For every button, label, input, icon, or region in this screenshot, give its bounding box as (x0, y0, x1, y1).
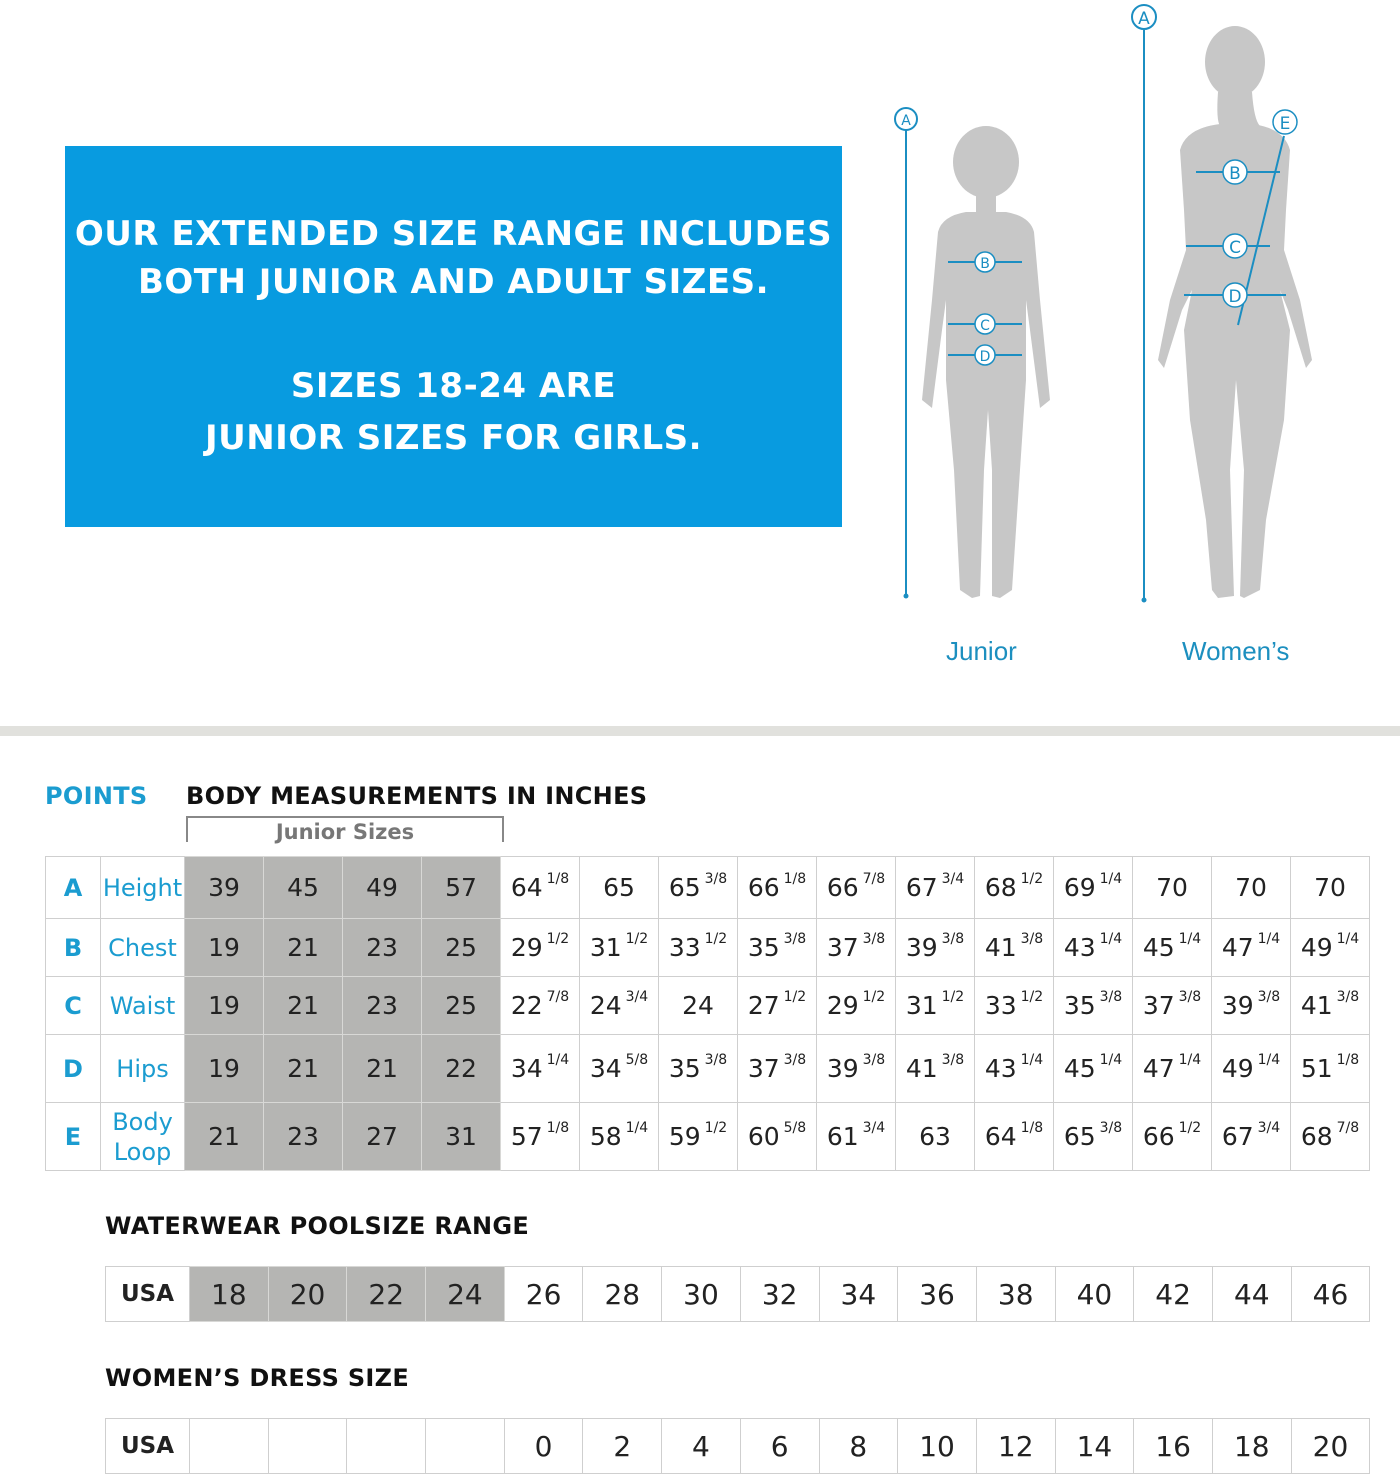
junior-marker-d: D (979, 349, 991, 365)
measurement-value (343, 977, 422, 1035)
dress-size-cell: 0 (504, 1419, 583, 1474)
measurement-whole: 35 (668, 1054, 701, 1083)
poolsize-size-cell: 26 (504, 1267, 583, 1322)
measurement-row (46, 857, 1370, 919)
junior-marker-b: B (980, 256, 990, 272)
measurement-value (659, 857, 738, 919)
measurement-fraction: 7/8 (546, 989, 570, 1005)
measurement-value (185, 1103, 264, 1171)
measurement-whole: 25 (445, 991, 477, 1020)
measurement-whole: 22 (510, 991, 543, 1020)
measurement-whole: 21 (287, 991, 319, 1020)
measurement-value (1133, 919, 1212, 977)
measurement-value (896, 977, 975, 1035)
poolsize-usa-label: USA (106, 1267, 190, 1322)
measurement-value (817, 1103, 896, 1171)
measurement-value (422, 1103, 501, 1171)
measurement-label (101, 1035, 185, 1103)
measurement-whole: 41 (984, 933, 1017, 962)
womens-marker-c: C (1229, 238, 1241, 258)
measurement-whole: 60 (747, 1122, 780, 1151)
measurement-value (264, 1103, 343, 1171)
banner-line-4: JUNIOR SIZES FOR GIRLS. (204, 418, 703, 458)
measurement-value (501, 919, 580, 977)
measurement-whole: 66 (1142, 1122, 1175, 1151)
measurement-whole: 49 (366, 873, 398, 902)
measurement-fraction: 3/8 (1020, 931, 1044, 947)
measurement-row (46, 977, 1370, 1035)
dress-size-cell (268, 1419, 347, 1474)
measurement-fraction: 3/8 (1336, 989, 1360, 1005)
dress-size-cell: 14 (1055, 1419, 1134, 1474)
measurement-label (101, 919, 185, 977)
poolsize-table (105, 1266, 1370, 1322)
measurement-value (659, 977, 738, 1035)
point-letter: E (46, 1103, 101, 1171)
measurement-whole: 39 (826, 1054, 859, 1083)
measurement-whole: 23 (366, 933, 398, 962)
measurement-fraction: 5/8 (783, 1120, 807, 1136)
measurement-value (580, 857, 659, 919)
dress-size-cell: 10 (898, 1419, 977, 1474)
measurement-whole: 31 (589, 933, 622, 962)
womens-marker-e: E (1279, 114, 1291, 134)
poolsize-title: WATERWEAR POOLSIZE RANGE (105, 1212, 530, 1240)
measurement-fraction: 3/8 (783, 931, 807, 947)
measurement-value (738, 857, 817, 919)
measurement-value (501, 1103, 580, 1171)
measurement-whole: 47 (1142, 1054, 1175, 1083)
dress-size-cell: 4 (662, 1419, 741, 1474)
measurement-whole: 19 (208, 1054, 240, 1083)
measurement-value (1212, 1103, 1291, 1171)
measurement-fraction: 1/2 (862, 989, 886, 1005)
measurement-fraction: 1/8 (1336, 1052, 1360, 1068)
measurement-whole: 19 (208, 933, 240, 962)
measurement-value (896, 857, 975, 919)
measurement-whole: 29 (510, 933, 543, 962)
measurement-value (1212, 977, 1291, 1035)
measurement-fraction: 1/2 (1020, 989, 1044, 1005)
measurement-whole: 64 (984, 1122, 1017, 1151)
measurement-value (1054, 1035, 1133, 1103)
measurement-fraction: 3/8 (704, 871, 728, 887)
measurement-value (185, 919, 264, 977)
points-title: POINTS (45, 782, 148, 810)
womens-marker-d: D (1228, 287, 1242, 307)
measurement-value (1291, 919, 1370, 977)
measurement-whole: 33 (668, 933, 701, 962)
measurement-fraction: 1/2 (1178, 1120, 1202, 1136)
measurement-whole: 41 (1300, 991, 1333, 1020)
junior-sizes-label: Junior Sizes (275, 820, 415, 844)
measurement-fraction: 3/8 (704, 1052, 728, 1068)
measurement-fraction: 3/8 (941, 931, 965, 947)
measurement-value (738, 1035, 817, 1103)
measurement-whole: 64 (510, 873, 543, 902)
poolsize-size-cell: 22 (347, 1267, 426, 1322)
measurement-fraction: 3/8 (862, 1052, 886, 1068)
measurement-value (422, 1035, 501, 1103)
measurement-row (46, 1035, 1370, 1103)
poolsize-size-cell: 20 (268, 1267, 347, 1322)
measurement-fraction: 1/2 (704, 1120, 728, 1136)
measurement-fraction: 1/2 (783, 989, 807, 1005)
measurement-value (659, 1103, 738, 1171)
measurement-value (343, 1103, 422, 1171)
measurement-label-line: Loop (113, 1137, 172, 1166)
measurement-value (422, 857, 501, 919)
measurement-whole: 39 (1221, 991, 1254, 1020)
measurement-whole: 27 (366, 1122, 398, 1151)
measurement-fraction: 3/4 (941, 871, 965, 887)
measurement-whole: 45 (1063, 1054, 1096, 1083)
measurement-value (817, 1035, 896, 1103)
poolsize-size-cell: 38 (976, 1267, 1055, 1322)
measurement-fraction: 1/4 (1336, 931, 1360, 947)
measurement-value (1291, 857, 1370, 919)
measurement-fraction: 1/8 (546, 871, 570, 887)
measurement-value (580, 1035, 659, 1103)
measurement-label-line: Height (102, 873, 183, 902)
measurement-whole: 70 (1156, 873, 1188, 902)
measurement-label-line: Body (112, 1107, 173, 1136)
measurement-fraction: 1/4 (1099, 931, 1123, 947)
poolsize-size-cell: 30 (662, 1267, 741, 1322)
measurement-value (1291, 977, 1370, 1035)
dress-size-cell: 12 (976, 1419, 1055, 1474)
poolsize-size-cell: 44 (1212, 1267, 1291, 1322)
dress-size-title: WOMEN’S DRESS SIZE (105, 1364, 410, 1392)
measurement-value (1133, 1103, 1212, 1171)
measurement-value (185, 977, 264, 1035)
measurement-fraction: 3/8 (862, 931, 886, 947)
measurement-whole: 23 (287, 1122, 319, 1151)
measurement-value (1054, 857, 1133, 919)
womens-label: Women’s (1182, 636, 1290, 666)
measurement-fraction: 1/2 (704, 931, 728, 947)
measurement-fraction: 1/4 (625, 1120, 649, 1136)
measurement-whole: 57 (445, 873, 477, 902)
measurement-fraction: 3/4 (625, 989, 649, 1005)
point-letter: B (46, 919, 101, 977)
measurement-whole: 43 (984, 1054, 1017, 1083)
measurement-whole: 69 (1063, 873, 1096, 902)
measurement-whole: 37 (826, 933, 859, 962)
measurement-value (1054, 1103, 1133, 1171)
body-measurements-table (45, 856, 1370, 1171)
measurement-value (580, 919, 659, 977)
junior-label: Junior (946, 636, 1017, 666)
banner-line-1: OUR EXTENDED SIZE RANGE INCLUDES (74, 214, 833, 254)
banner-line-2: BOTH JUNIOR AND ADULT SIZES. (137, 262, 770, 302)
measurement-value (738, 919, 817, 977)
measurement-row (46, 1103, 1370, 1171)
info-banner (65, 146, 842, 527)
poolsize-size-cell: 42 (1134, 1267, 1213, 1322)
dress-size-cell (347, 1419, 426, 1474)
poolsize-size-cell: 32 (740, 1267, 819, 1322)
dress-size-cell (190, 1419, 269, 1474)
dress-size-cell: 8 (819, 1419, 898, 1474)
measurement-fraction: 3/8 (1099, 989, 1123, 1005)
measurement-value (1212, 1035, 1291, 1103)
measurement-value (1212, 919, 1291, 977)
measurement-value (975, 1035, 1054, 1103)
measurement-whole: 21 (287, 1054, 319, 1083)
measurement-value (738, 977, 817, 1035)
measurement-value (896, 919, 975, 977)
poolsize-size-cell: 18 (190, 1267, 269, 1322)
body-figures (880, 0, 1400, 700)
measurement-whole: 23 (366, 991, 398, 1020)
measurement-value (264, 1035, 343, 1103)
measurement-value (975, 857, 1054, 919)
measurement-value (1212, 857, 1291, 919)
measurement-whole: 66 (826, 873, 859, 902)
measurement-fraction: 7/8 (1336, 1120, 1360, 1136)
measurement-fraction: 1/4 (1257, 1052, 1281, 1068)
measurement-whole: 63 (919, 1122, 951, 1151)
measurement-whole: 59 (668, 1122, 701, 1151)
measurement-fraction: 1/4 (1178, 931, 1202, 947)
measurement-whole: 68 (1300, 1122, 1333, 1151)
measurement-fraction: 1/4 (1178, 1052, 1202, 1068)
measurement-fraction: 3/8 (941, 1052, 965, 1068)
measurement-whole: 27 (747, 991, 780, 1020)
measurement-whole: 70 (1314, 873, 1346, 902)
measurement-value (1291, 1103, 1370, 1171)
point-letter: A (46, 857, 101, 919)
measurement-value (501, 857, 580, 919)
measurement-whole: 31 (905, 991, 938, 1020)
measurement-whole: 21 (208, 1122, 240, 1151)
measurement-value (1291, 1035, 1370, 1103)
measurement-whole: 67 (1221, 1122, 1254, 1151)
measurement-fraction: 1/8 (783, 871, 807, 887)
measurement-whole: 45 (1142, 933, 1175, 962)
point-letter: C (46, 977, 101, 1035)
measurement-whole: 39 (208, 873, 240, 902)
measurement-fraction: 7/8 (862, 871, 886, 887)
measurement-label-line: Waist (109, 991, 176, 1020)
measurement-whole: 34 (510, 1054, 543, 1083)
measurement-whole: 33 (984, 991, 1017, 1020)
measurement-fraction: 1/8 (1020, 1120, 1044, 1136)
measurement-whole: 61 (826, 1122, 859, 1151)
measurement-figures-illustration (880, 0, 1400, 700)
measurement-value (185, 1035, 264, 1103)
measurement-whole: 31 (445, 1122, 477, 1151)
measurement-value (580, 1103, 659, 1171)
dress-size-cell (426, 1419, 505, 1474)
measurement-whole: 68 (984, 873, 1017, 902)
measurement-value (264, 919, 343, 977)
measurement-row (46, 919, 1370, 977)
measurement-fraction: 1/8 (546, 1120, 570, 1136)
measurement-value (343, 857, 422, 919)
measurement-whole: 21 (287, 933, 319, 962)
measurement-whole: 65 (1063, 1122, 1096, 1151)
measurement-whole: 47 (1221, 933, 1254, 962)
measurement-value (422, 919, 501, 977)
dress-size-cell: 2 (583, 1419, 662, 1474)
measurement-value (817, 919, 896, 977)
measurement-value (896, 1103, 975, 1171)
measurement-whole: 57 (510, 1122, 543, 1151)
measurement-value (659, 919, 738, 977)
measurement-whole: 51 (1300, 1054, 1333, 1083)
measurement-fraction: 3/8 (1099, 1120, 1123, 1136)
measurement-value (1054, 977, 1133, 1035)
measurement-whole: 24 (682, 991, 714, 1020)
poolsize-size-cell: 46 (1291, 1267, 1370, 1322)
measurement-fraction: 3/4 (1257, 1120, 1281, 1136)
womens-marker-b: B (1229, 164, 1241, 184)
measurement-value (975, 919, 1054, 977)
dress-size-cell: 18 (1212, 1419, 1291, 1474)
measurement-value (659, 1035, 738, 1103)
womens-marker-a: A (1138, 9, 1150, 29)
poolsize-size-cell: 28 (583, 1267, 662, 1322)
measurement-fraction: 3/8 (1257, 989, 1281, 1005)
measurement-fraction: 1/2 (1020, 871, 1044, 887)
measurement-fraction: 3/8 (1178, 989, 1202, 1005)
measurement-whole: 70 (1235, 873, 1267, 902)
measurement-whole: 65 (668, 873, 701, 902)
measurement-value (975, 977, 1054, 1035)
poolsize-size-cell: 36 (898, 1267, 977, 1322)
measurement-value (185, 857, 264, 919)
measurement-whole: 37 (747, 1054, 780, 1083)
measurement-whole: 37 (1142, 991, 1175, 1020)
measurement-whole: 22 (445, 1054, 477, 1083)
measurement-whole: 67 (905, 873, 938, 902)
measurement-value (738, 1103, 817, 1171)
measurement-fraction: 1/4 (1257, 931, 1281, 947)
dress-size-table (105, 1418, 1370, 1474)
measurement-label (101, 857, 185, 919)
measurement-whole: 25 (445, 933, 477, 962)
poolsize-size-cell: 24 (426, 1267, 505, 1322)
point-letter: D (46, 1035, 101, 1103)
measurement-whole: 34 (589, 1054, 622, 1083)
junior-marker-c: C (980, 318, 990, 334)
measurement-whole: 29 (826, 991, 859, 1020)
junior-marker-a: A (901, 113, 911, 129)
dress-size-cell: 20 (1291, 1419, 1370, 1474)
measurement-value (343, 919, 422, 977)
measurement-label (101, 1103, 185, 1171)
measurement-whole: 66 (747, 873, 780, 902)
measurement-fraction: 1/4 (546, 1052, 570, 1068)
measurement-whole: 39 (905, 933, 938, 962)
measurement-value (1133, 977, 1212, 1035)
measurement-value (580, 977, 659, 1035)
measurement-fraction: 1/2 (941, 989, 965, 1005)
measurement-whole: 49 (1300, 933, 1333, 962)
measurement-value (896, 1035, 975, 1103)
measurement-value (1133, 857, 1212, 919)
measurement-whole: 43 (1063, 933, 1096, 962)
measurement-value (975, 1103, 1054, 1171)
measurements-title: BODY MEASUREMENTS IN INCHES (186, 782, 648, 810)
measurement-value (264, 857, 343, 919)
measurement-whole: 35 (1063, 991, 1096, 1020)
measurement-fraction: 1/4 (1020, 1052, 1044, 1068)
measurement-fraction: 3/4 (862, 1120, 886, 1136)
banner-line-3: SIZES 18-24 ARE (290, 366, 617, 406)
measurement-whole: 19 (208, 991, 240, 1020)
measurement-value (343, 1035, 422, 1103)
measurement-value (1133, 1035, 1212, 1103)
measurement-label-line: Hips (116, 1054, 169, 1083)
measurement-whole: 24 (589, 991, 622, 1020)
measurement-whole: 21 (366, 1054, 398, 1083)
measurement-value (501, 977, 580, 1035)
poolsize-size-cell: 40 (1055, 1267, 1134, 1322)
measurement-fraction: 3/8 (783, 1052, 807, 1068)
measurement-label (101, 977, 185, 1035)
measurement-fraction: 1/4 (1099, 1052, 1123, 1068)
measurement-whole: 65 (603, 873, 635, 902)
measurement-fraction: 1/2 (625, 931, 649, 947)
measurement-value (817, 857, 896, 919)
dress-size-cell: 16 (1134, 1419, 1213, 1474)
measurement-whole: 45 (287, 873, 319, 902)
measurement-value (422, 977, 501, 1035)
measurement-whole: 49 (1221, 1054, 1254, 1083)
measurement-value (264, 977, 343, 1035)
measurement-whole: 41 (905, 1054, 938, 1083)
poolsize-size-cell: 34 (819, 1267, 898, 1322)
section-divider (0, 726, 1400, 736)
measurement-label-line: Chest (108, 933, 177, 962)
measurement-value (501, 1035, 580, 1103)
dress-usa-label: USA (106, 1419, 190, 1474)
measurement-whole: 35 (747, 933, 780, 962)
measurement-fraction: 1/2 (546, 931, 570, 947)
measurement-fraction: 1/4 (1099, 871, 1123, 887)
dress-size-cell: 6 (740, 1419, 819, 1474)
measurement-fraction: 5/8 (625, 1052, 649, 1068)
measurement-whole: 58 (589, 1122, 622, 1151)
measurement-value (1054, 919, 1133, 977)
measurement-value (817, 977, 896, 1035)
